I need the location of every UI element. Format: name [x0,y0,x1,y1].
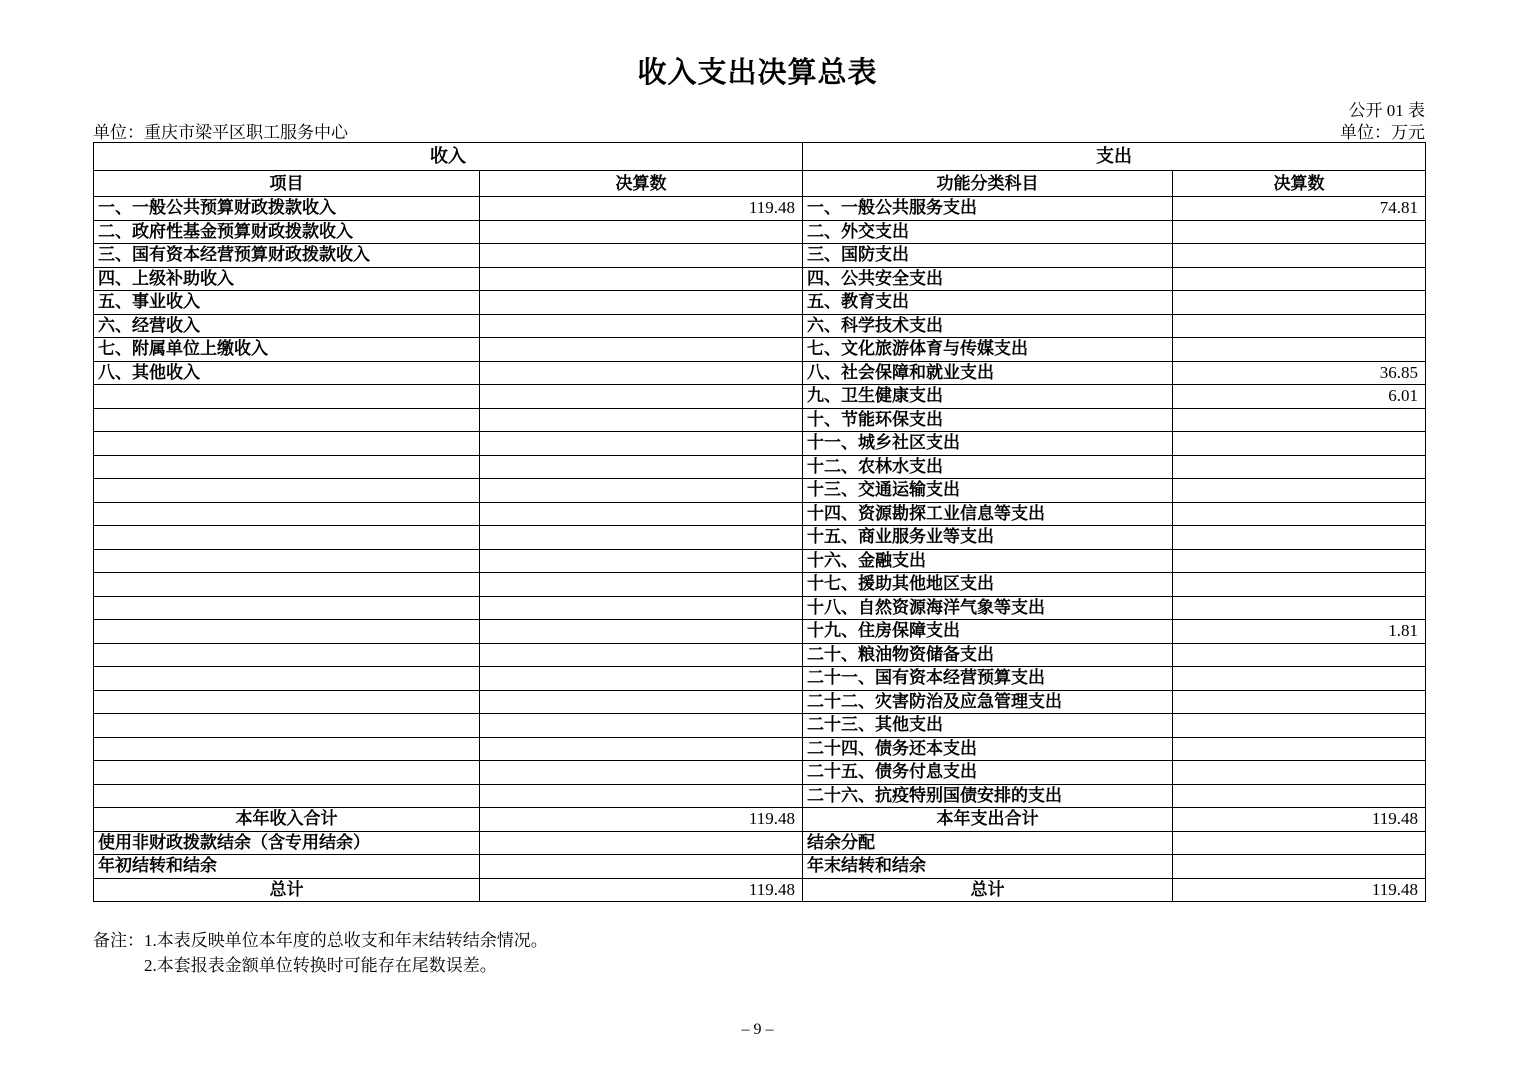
expense-item-label: 八、社会保障和就业支出 [803,361,1173,385]
table-body [94,143,1426,902]
col-header-amount: 决算数 [480,171,803,197]
summary-table [93,142,1426,902]
income-section-header: 收入 [94,143,803,171]
table-row [94,479,1426,503]
table-row [94,808,1426,832]
income-item-label: 使用非财政拨款结余（含专用结余） [94,831,480,855]
income-item-label [94,596,480,620]
table-row [94,267,1426,291]
expense-item-value [1173,526,1426,550]
income-item-value [480,361,803,385]
expense-item-label: 九、卫生健康支出 [803,385,1173,409]
expense-item-value: 119.48 [1173,808,1426,832]
unit-name: 单位：重庆市梁平区职工服务中心 [93,123,348,142]
note-text-1: 1.本表反映单位本年度的总收支和年末结转结余情况。 [144,931,548,950]
income-item-value: 119.48 [480,808,803,832]
col-header-amount2: 决算数 [1173,171,1426,197]
income-item-value [480,737,803,761]
table-row [94,197,1426,221]
expense-item-label: 五、教育支出 [803,291,1173,315]
table-row [94,761,1426,785]
income-item-label: 一、一般公共预算财政拨款收入 [94,197,480,221]
expense-item-label: 二十二、灾害防治及应急管理支出 [803,690,1173,714]
income-item-value [480,479,803,503]
expense-item-value [1173,220,1426,244]
income-item-value [480,596,803,620]
expense-item-value [1173,408,1426,432]
expense-item-value [1173,573,1426,597]
expense-item-label: 结余分配 [803,831,1173,855]
income-item-label [94,479,480,503]
table-row [94,385,1426,409]
income-item-label: 总计 [94,878,480,902]
note-line-2: 2.本套报表金额单位转换时可能存在尾数误差。 [144,956,497,975]
expense-item-value [1173,432,1426,456]
income-item-label: 五、事业收入 [94,291,480,315]
table-row [94,690,1426,714]
expense-item-value [1173,784,1426,808]
expense-section-header: 支出 [803,143,1426,171]
income-item-label [94,643,480,667]
expense-item-label: 十三、交通运输支出 [803,479,1173,503]
note-prefix: 备注： [93,931,144,950]
expense-item-label: 十六、金融支出 [803,549,1173,573]
expense-item-value [1173,549,1426,573]
income-item-value [480,855,803,879]
income-item-value [480,573,803,597]
section-header-row [94,143,1426,171]
expense-item-label: 七、文化旅游体育与传媒支出 [803,338,1173,362]
income-item-label [94,502,480,526]
unit-row [93,118,1425,143]
expense-item-label: 十二、农林水支出 [803,455,1173,479]
unit-currency: 单位：万元 [1340,123,1425,142]
expense-item-value: 36.85 [1173,361,1426,385]
income-item-value [480,667,803,691]
expense-item-label: 二、外交支出 [803,220,1173,244]
income-item-value [480,549,803,573]
expense-item-label: 总计 [803,878,1173,902]
income-item-label [94,549,480,573]
income-item-label [94,667,480,691]
expense-item-label: 十八、自然资源海洋气象等支出 [803,596,1173,620]
expense-item-value [1173,291,1426,315]
income-item-value: 119.48 [480,878,803,902]
income-item-value [480,620,803,644]
expense-item-value [1173,244,1426,268]
income-item-label [94,620,480,644]
table-row [94,220,1426,244]
expense-item-value: 6.01 [1173,385,1426,409]
income-item-label [94,737,480,761]
col-header-item: 项目 [94,171,480,197]
expense-item-label: 六、科学技术支出 [803,314,1173,338]
table-row [94,784,1426,808]
expense-item-label: 四、公共安全支出 [803,267,1173,291]
income-item-value [480,714,803,738]
table-row [94,291,1426,315]
income-item-label [94,408,480,432]
income-item-label [94,784,480,808]
expense-item-value [1173,831,1426,855]
expense-item-label: 二十六、抗疫特别国债安排的支出 [803,784,1173,808]
expense-item-value [1173,690,1426,714]
table-row [94,643,1426,667]
table-row [94,573,1426,597]
note-line-1 [93,928,548,953]
expense-item-value [1173,714,1426,738]
expense-item-value [1173,737,1426,761]
income-item-label: 年初结转和结余 [94,855,480,879]
income-item-value [480,831,803,855]
doc-number: 公开 01 表 [1348,101,1425,120]
expense-item-label: 二十三、其他支出 [803,714,1173,738]
income-item-value [480,267,803,291]
expense-item-label: 本年支出合计 [803,808,1173,832]
income-item-label: 八、其他收入 [94,361,480,385]
page-number: – 9 – [741,1021,774,1038]
expense-item-label: 二十、粮油物资储备支出 [803,643,1173,667]
table-row [94,338,1426,362]
table-row [94,620,1426,644]
income-item-label [94,573,480,597]
income-item-value [480,643,803,667]
income-item-value [480,385,803,409]
table-row [94,502,1426,526]
table-row [94,526,1426,550]
expense-item-value [1173,761,1426,785]
expense-item-value [1173,596,1426,620]
income-item-label [94,455,480,479]
table-row [94,855,1426,879]
income-item-value [480,338,803,362]
expense-item-label: 二十五、债务付息支出 [803,761,1173,785]
expense-item-value [1173,455,1426,479]
expense-item-label: 十九、住房保障支出 [803,620,1173,644]
expense-item-value: 119.48 [1173,878,1426,902]
income-item-value [480,502,803,526]
income-item-label [94,761,480,785]
income-item-value [480,314,803,338]
column-header-row [94,171,1426,197]
table-row [94,737,1426,761]
expense-item-value [1173,667,1426,691]
expense-item-value [1173,314,1426,338]
table-row [94,831,1426,855]
notes [93,928,548,978]
page-title: 收入支出决算总表 [637,57,878,89]
expense-item-label: 二十一、国有资本经营预算支出 [803,667,1173,691]
income-item-label [94,385,480,409]
income-item-label: 六、经营收入 [94,314,480,338]
income-item-value [480,244,803,268]
table-row [94,432,1426,456]
income-item-value [480,220,803,244]
table-row [94,596,1426,620]
table-row [94,314,1426,338]
income-item-value [480,291,803,315]
expense-item-label: 十四、资源勘探工业信息等支出 [803,502,1173,526]
expense-item-label: 十五、商业服务业等支出 [803,526,1173,550]
income-item-label: 本年收入合计 [94,808,480,832]
expense-item-label: 年末结转和结余 [803,855,1173,879]
income-item-value [480,784,803,808]
expense-item-value: 1.81 [1173,620,1426,644]
income-item-label [94,526,480,550]
expense-item-label: 十一、城乡社区支出 [803,432,1173,456]
income-item-label [94,432,480,456]
table-row [94,408,1426,432]
income-item-label: 七、附属单位上缴收入 [94,338,480,362]
expense-item-value: 74.81 [1173,197,1426,221]
expense-item-label: 十七、援助其他地区支出 [803,573,1173,597]
income-item-value [480,455,803,479]
table-row [94,878,1426,902]
table-row [94,549,1426,573]
table-row [94,714,1426,738]
income-item-label: 三、国有资本经营预算财政拨款收入 [94,244,480,268]
expense-item-value [1173,855,1426,879]
income-item-label [94,714,480,738]
expense-item-value [1173,479,1426,503]
income-item-value [480,408,803,432]
income-item-label [94,690,480,714]
income-item-value [480,526,803,550]
expense-item-label: 一、一般公共服务支出 [803,197,1173,221]
income-item-value: 119.48 [480,197,803,221]
expense-item-value [1173,502,1426,526]
income-item-value [480,761,803,785]
col-header-function: 功能分类科目 [803,171,1173,197]
expense-item-value [1173,338,1426,362]
expense-item-value [1173,643,1426,667]
income-item-label: 二、政府性基金预算财政拨款收入 [94,220,480,244]
income-item-value [480,432,803,456]
table-row [94,455,1426,479]
income-item-label: 四、上级补助收入 [94,267,480,291]
expense-item-label: 三、国防支出 [803,244,1173,268]
expense-item-value [1173,267,1426,291]
income-item-value [480,690,803,714]
table-row [94,361,1426,385]
table-row [94,244,1426,268]
expense-item-label: 十、节能环保支出 [803,408,1173,432]
expense-item-label: 二十四、债务还本支出 [803,737,1173,761]
table-row [94,667,1426,691]
